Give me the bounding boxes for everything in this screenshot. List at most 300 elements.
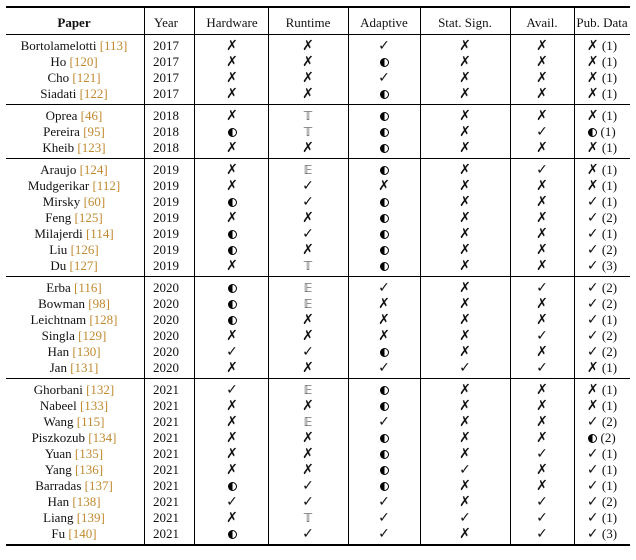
adaptive-cell <box>348 462 420 478</box>
avail-cell <box>510 140 574 156</box>
runtime-e-icon: 𝔼 <box>303 281 313 295</box>
avail-cell <box>510 344 574 360</box>
year-cell: 2021 <box>153 382 179 397</box>
adaptive-cell <box>348 360 420 376</box>
half-circle-icon <box>228 230 237 239</box>
cross-icon: ✗ <box>459 446 471 462</box>
paper-reference[interactable]: [60] <box>83 194 106 209</box>
check-icon: ✓ <box>536 280 548 296</box>
hardware-cell <box>196 108 268 124</box>
year-cell: 2021 <box>153 398 179 413</box>
year-cell: 2021 <box>153 446 179 461</box>
table-row <box>6 510 630 526</box>
runtime-cell <box>268 162 348 178</box>
hardware-cell <box>196 86 268 102</box>
header-rule <box>6 34 630 35</box>
check-icon: ✓ <box>459 510 471 526</box>
paper-name: Ghorbani <box>33 382 83 397</box>
check-icon: ✓ <box>586 414 599 430</box>
runtime-e-icon: 𝔼 <box>303 297 313 311</box>
cross-icon: ✗ <box>459 258 471 274</box>
pub-data-count: (1) <box>601 446 618 461</box>
stat-sign-cell <box>420 360 510 376</box>
paper-reference[interactable]: [122] <box>79 86 108 101</box>
year-cell: 2017 <box>153 38 179 53</box>
cross-icon: ✗ <box>459 494 471 510</box>
paper-cell <box>6 194 142 210</box>
pub-data-count: (1) <box>601 510 618 525</box>
cross-icon: ✗ <box>459 242 471 258</box>
half-circle-icon <box>380 434 389 443</box>
year-cell: 2019 <box>153 178 179 193</box>
cross-icon: ✗ <box>302 38 314 54</box>
paper-reference[interactable]: [133] <box>79 398 109 413</box>
runtime-cell <box>268 462 348 478</box>
pub-data-cell <box>574 344 630 360</box>
paper-cell <box>6 38 142 54</box>
paper-name: Fu <box>51 526 66 541</box>
paper-reference[interactable]: [137] <box>84 478 113 493</box>
pub-data-count: (2) <box>601 210 618 225</box>
paper-cell <box>6 86 142 102</box>
hardware-cell <box>196 446 268 462</box>
pub-data-count: (2) <box>601 414 618 429</box>
year-cell: 2019 <box>153 242 179 257</box>
cross-icon: ✗ <box>536 258 548 274</box>
half-circle-icon <box>380 166 389 175</box>
half-circle-icon <box>380 348 389 357</box>
adaptive-cell <box>348 258 420 274</box>
year-cell: 2019 <box>153 210 179 225</box>
avail-cell <box>510 296 574 312</box>
check-icon: ✓ <box>378 414 390 430</box>
adaptive-cell <box>348 178 420 194</box>
cross-icon: ✗ <box>378 312 390 328</box>
runtime-t-icon: 𝕋 <box>303 511 313 525</box>
cross-icon: ✗ <box>302 210 314 226</box>
pub-data-cell <box>574 140 630 156</box>
runtime-cell <box>268 242 348 258</box>
half-circle-icon <box>228 482 237 491</box>
year-cell: 2020 <box>153 280 179 295</box>
pub-data-cell <box>574 382 630 398</box>
cross-icon: ✗ <box>586 54 599 70</box>
paper-name: Wang <box>43 414 74 429</box>
column-divider <box>194 6 195 545</box>
adaptive-cell <box>348 494 420 510</box>
cross-icon: ✗ <box>586 70 599 86</box>
stat-sign-cell <box>420 210 510 226</box>
cross-icon: ✗ <box>302 430 314 446</box>
runtime-cell <box>268 446 348 462</box>
paper-cell <box>6 478 142 494</box>
check-icon: ✓ <box>536 510 548 526</box>
check-icon: ✓ <box>536 328 548 344</box>
cross-icon: ✗ <box>536 414 548 430</box>
table-row <box>6 210 630 226</box>
stat-sign-cell <box>420 54 510 70</box>
check-icon: ✓ <box>586 312 599 328</box>
check-icon: ✓ <box>586 226 599 242</box>
runtime-cell <box>268 382 348 398</box>
group-rule <box>6 378 630 379</box>
cross-icon: ✗ <box>226 178 238 194</box>
check-icon: ✓ <box>586 242 599 258</box>
avail-cell <box>510 124 574 140</box>
paper-name: Jan <box>49 360 67 375</box>
table-row <box>6 280 630 296</box>
avail-cell <box>510 312 574 328</box>
cross-icon: ✗ <box>302 462 314 478</box>
paper-cell <box>6 328 142 344</box>
paper-reference[interactable]: [123] <box>77 140 106 155</box>
pub-data-cell <box>574 70 630 86</box>
cross-icon: ✗ <box>536 70 548 86</box>
paper-name: Oprea <box>45 108 78 123</box>
paper-reference[interactable]: [113] <box>99 38 128 53</box>
year-cell: 2019 <box>153 226 179 241</box>
stat-sign-cell <box>420 312 510 328</box>
paper-reference[interactable]: [132] <box>86 382 115 397</box>
pub-data-count: (2) <box>601 328 618 343</box>
check-icon: ✓ <box>536 124 548 140</box>
cross-icon: ✗ <box>459 328 471 344</box>
adaptive-cell <box>348 280 420 296</box>
pub-data-cell <box>574 162 630 178</box>
runtime-t-icon: 𝕋 <box>303 259 313 273</box>
adaptive-cell <box>348 328 420 344</box>
paper-reference[interactable]: [124] <box>79 162 108 177</box>
cross-icon: ✗ <box>459 70 471 86</box>
table-row <box>6 382 630 398</box>
stat-sign-cell <box>420 38 510 54</box>
table-row <box>6 86 630 102</box>
table-row <box>6 226 630 242</box>
adaptive-cell <box>348 296 420 312</box>
runtime-cell <box>268 312 348 328</box>
hardware-cell <box>196 478 268 494</box>
paper-name: Kheib <box>42 140 75 155</box>
adaptive-cell <box>348 38 420 54</box>
runtime-cell <box>268 70 348 86</box>
group-rule <box>6 104 630 105</box>
stat-sign-cell <box>420 296 510 312</box>
runtime-cell <box>268 258 348 274</box>
paper-cell <box>6 210 142 226</box>
paper-reference[interactable]: [46] <box>80 108 103 123</box>
paper-cell <box>6 242 142 258</box>
cross-icon: ✗ <box>302 360 314 376</box>
cross-icon: ✗ <box>378 178 390 194</box>
adaptive-cell <box>348 70 420 86</box>
stat-sign-cell <box>420 258 510 274</box>
paper-name: Yang <box>44 462 72 477</box>
avail-cell <box>510 526 574 542</box>
check-icon: ✓ <box>586 462 599 478</box>
paper-reference[interactable]: [138] <box>72 494 101 509</box>
table-row <box>6 344 630 360</box>
pub-data-cell <box>574 414 630 430</box>
paper-reference[interactable]: [115] <box>76 414 105 429</box>
cross-icon: ✗ <box>536 210 548 226</box>
table-row <box>6 494 630 510</box>
paper-reference[interactable]: [98] <box>88 296 110 311</box>
paper-cell <box>6 226 142 242</box>
pub-data-count: (1) <box>601 398 618 413</box>
paper-reference[interactable]: [129] <box>78 328 107 343</box>
cross-icon: ✗ <box>536 38 548 54</box>
hardware-cell <box>196 494 268 510</box>
paper-name: Cho <box>47 70 70 85</box>
check-icon: ✓ <box>586 344 599 360</box>
paper-name: Erba <box>46 280 71 295</box>
year-cell: 2021 <box>153 494 179 509</box>
header-runtime: Runtime <box>285 15 331 30</box>
pub-data-count: (1) <box>601 462 618 477</box>
table-row <box>6 242 630 258</box>
pub-data-count: (2) <box>601 344 618 359</box>
adaptive-cell <box>348 162 420 178</box>
check-icon: ✓ <box>586 510 599 526</box>
cross-icon: ✗ <box>302 86 314 102</box>
check-icon: ✓ <box>536 162 548 178</box>
adaptive-cell <box>348 54 420 70</box>
cross-icon: ✗ <box>302 140 314 156</box>
cross-icon: ✗ <box>586 162 599 178</box>
table-row <box>6 328 630 344</box>
check-icon: ✓ <box>226 344 238 360</box>
runtime-e-icon: 𝔼 <box>303 163 313 177</box>
group-rule <box>6 276 630 277</box>
check-icon: ✓ <box>378 510 390 526</box>
adaptive-cell <box>348 414 420 430</box>
pub-data-cell <box>574 360 630 376</box>
header-pub-data: Pub. Data <box>576 15 628 30</box>
half-circle-icon <box>380 246 389 255</box>
runtime-cell <box>268 280 348 296</box>
avail-cell <box>510 86 574 102</box>
runtime-cell <box>268 344 348 360</box>
table-row <box>6 312 630 328</box>
paper-reference[interactable]: [128] <box>89 312 118 327</box>
stat-sign-cell <box>420 344 510 360</box>
hardware-cell <box>196 258 268 274</box>
cross-icon: ✗ <box>586 360 599 376</box>
paper-name: Han <box>47 344 70 359</box>
year-cell: 2020 <box>153 312 179 327</box>
cross-icon: ✗ <box>536 54 548 70</box>
paper-cell <box>6 494 142 510</box>
paper-reference[interactable]: [120] <box>69 54 98 69</box>
paper-reference[interactable]: [130] <box>72 344 101 359</box>
avail-cell <box>510 162 574 178</box>
half-circle-icon <box>228 284 237 293</box>
paper-cell <box>6 70 142 86</box>
hardware-cell <box>196 328 268 344</box>
year-cell: 2017 <box>153 86 179 101</box>
cross-icon: ✗ <box>459 414 471 430</box>
cross-icon: ✗ <box>302 70 314 86</box>
stat-sign-cell <box>420 430 510 446</box>
avail-cell <box>510 280 574 296</box>
runtime-cell <box>268 194 348 210</box>
pub-data-count: (3) <box>601 258 618 273</box>
year-cell: 2018 <box>153 124 179 139</box>
year-cell: 2018 <box>153 108 179 123</box>
stat-sign-cell <box>420 194 510 210</box>
cross-icon: ✗ <box>226 328 238 344</box>
pub-data-cell <box>574 86 630 102</box>
paper-reference[interactable]: [95] <box>83 124 105 139</box>
adaptive-cell <box>348 510 420 526</box>
paper-reference[interactable]: [134] <box>88 430 117 445</box>
paper-name: Mudgerikar <box>27 178 90 193</box>
check-icon: ✓ <box>536 360 548 376</box>
avail-cell <box>510 414 574 430</box>
paper-name: Nabeel <box>39 398 77 413</box>
cross-icon: ✗ <box>536 312 548 328</box>
cross-icon: ✗ <box>459 398 471 414</box>
half-circle-icon <box>380 230 389 239</box>
table-row <box>6 194 630 210</box>
cross-icon: ✗ <box>226 38 238 54</box>
check-icon: ✓ <box>378 494 390 510</box>
hardware-cell <box>196 226 268 242</box>
check-icon: ✓ <box>586 526 599 542</box>
cross-icon: ✗ <box>459 108 471 124</box>
hardware-cell <box>196 360 268 376</box>
check-icon: ✓ <box>226 382 238 398</box>
paper-name: Singla <box>41 328 75 343</box>
hardware-cell <box>196 178 268 194</box>
adaptive-cell <box>348 478 420 494</box>
paper-cell <box>6 140 142 156</box>
hardware-cell <box>196 344 268 360</box>
header-adaptive: Adaptive <box>360 15 408 30</box>
stat-sign-cell <box>420 510 510 526</box>
hardware-cell <box>196 510 268 526</box>
avail-cell <box>510 38 574 54</box>
paper-reference[interactable]: [114] <box>85 226 114 241</box>
paper-name: Liang <box>43 510 74 525</box>
paper-reference[interactable]: [131] <box>70 360 99 375</box>
paper-reference[interactable]: [135] <box>74 446 104 461</box>
paper-reference[interactable]: [139] <box>76 510 105 525</box>
runtime-cell <box>268 86 348 102</box>
table-row <box>6 38 630 54</box>
paper-reference[interactable]: [127] <box>69 258 98 273</box>
paper-reference[interactable]: [126] <box>70 242 99 257</box>
paper-cell <box>6 398 142 414</box>
header-avail: Avail. <box>526 15 558 30</box>
cross-icon: ✗ <box>226 360 238 376</box>
adaptive-cell <box>348 194 420 210</box>
runtime-e-icon: 𝔼 <box>303 415 313 429</box>
stat-sign-cell <box>420 280 510 296</box>
stat-sign-cell <box>420 398 510 414</box>
paper-reference[interactable]: [125] <box>74 210 103 225</box>
paper-reference[interactable]: [121] <box>72 70 101 85</box>
pub-data-cell <box>574 194 630 210</box>
stat-sign-cell <box>420 526 510 542</box>
cross-icon: ✗ <box>302 328 314 344</box>
year-cell: 2021 <box>153 510 179 525</box>
paper-cell <box>6 360 142 376</box>
cross-icon: ✗ <box>536 344 548 360</box>
paper-cell <box>6 414 142 430</box>
avail-cell <box>510 446 574 462</box>
paper-cell <box>6 258 142 274</box>
year-cell: 2021 <box>153 414 179 429</box>
table-row <box>6 478 630 494</box>
check-icon: ✓ <box>586 446 599 462</box>
group-rule <box>6 158 630 159</box>
cross-icon: ✗ <box>459 140 471 156</box>
cross-icon: ✗ <box>459 194 471 210</box>
pub-data-cell <box>574 526 630 542</box>
cross-icon: ✗ <box>226 398 238 414</box>
half-circle-icon <box>380 58 389 67</box>
paper-name: Du <box>50 258 67 273</box>
half-circle-icon <box>380 198 389 207</box>
pub-data-cell <box>574 510 630 526</box>
paper-reference[interactable]: [136] <box>74 462 104 477</box>
half-circle-icon <box>380 144 389 153</box>
runtime-cell <box>268 398 348 414</box>
paper-name: Pereira <box>43 124 80 139</box>
header-hardware: Hardware <box>206 15 258 30</box>
check-icon: ✓ <box>378 70 390 86</box>
stat-sign-cell <box>420 70 510 86</box>
cross-icon: ✗ <box>459 86 471 102</box>
cross-icon: ✗ <box>302 446 314 462</box>
half-circle-icon <box>380 90 389 99</box>
paper-cell <box>6 54 142 70</box>
paper-reference[interactable]: [116] <box>74 280 102 295</box>
table-row <box>6 178 630 194</box>
cross-icon: ✗ <box>226 510 238 526</box>
pub-data-cell <box>574 280 630 296</box>
adaptive-cell <box>348 446 420 462</box>
half-circle-icon <box>380 402 389 411</box>
pub-data-cell <box>574 226 630 242</box>
paper-reference[interactable]: [140] <box>68 526 97 541</box>
runtime-cell <box>268 414 348 430</box>
pub-data-count: (1) <box>601 140 618 155</box>
year-cell: 2017 <box>153 70 179 85</box>
paper-name: Piszkozub <box>31 430 86 445</box>
cross-icon: ✗ <box>536 296 548 312</box>
half-circle-icon <box>380 466 389 475</box>
pub-data-count: (1) <box>601 360 618 375</box>
paper-name: Bowman <box>38 296 86 311</box>
cross-icon: ✗ <box>536 382 548 398</box>
hardware-cell <box>196 526 268 542</box>
hardware-cell <box>196 194 268 210</box>
cross-icon: ✗ <box>536 478 548 494</box>
cross-icon: ✗ <box>302 242 314 258</box>
pub-data-count: (1) <box>601 108 618 123</box>
year-cell: 2017 <box>153 54 179 69</box>
check-icon: ✓ <box>378 38 390 54</box>
cross-icon: ✗ <box>459 178 471 194</box>
runtime-cell <box>268 430 348 446</box>
half-circle-icon <box>588 434 597 443</box>
paper-reference[interactable]: [112] <box>92 178 121 193</box>
stat-sign-cell <box>420 86 510 102</box>
pub-data-count: (2) <box>601 280 618 295</box>
cross-icon: ✗ <box>586 86 599 102</box>
